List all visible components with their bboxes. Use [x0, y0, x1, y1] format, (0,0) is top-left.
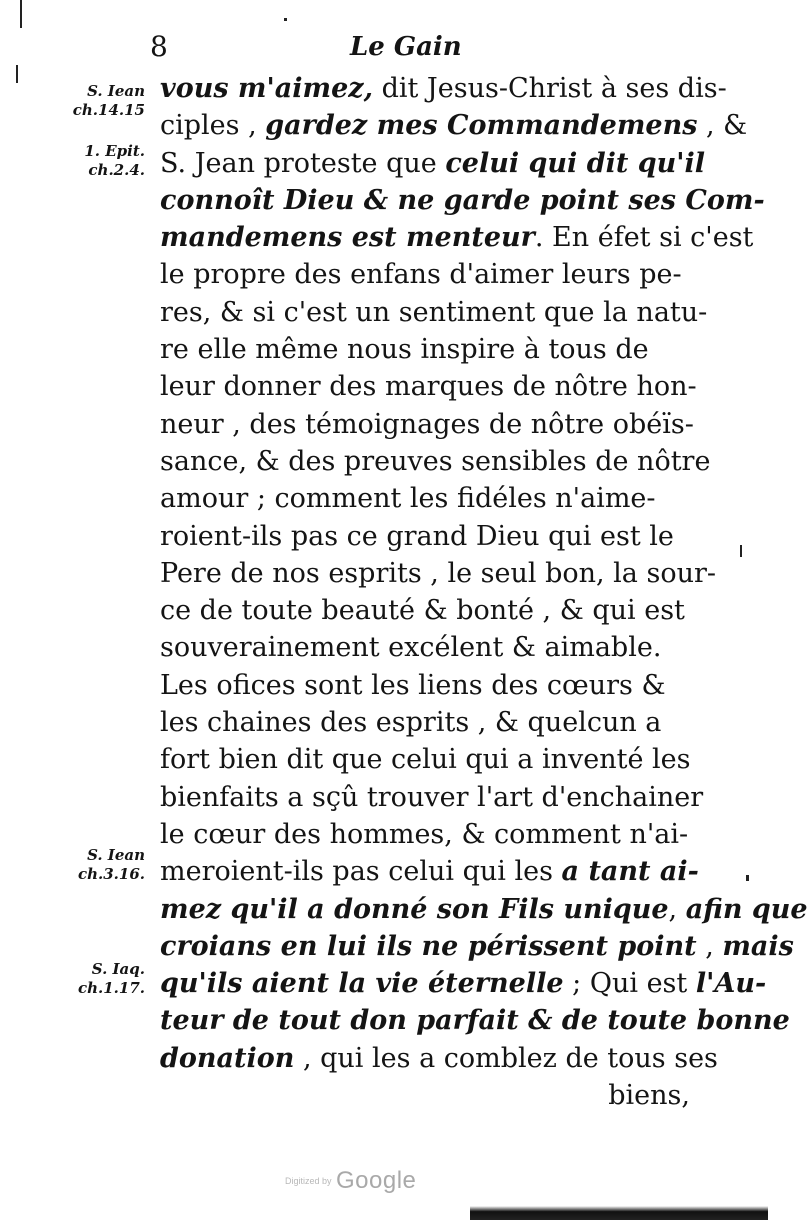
text-run: meroient-ils pas celui qui les	[160, 856, 562, 888]
text-line	[160, 219, 754, 256]
text-line	[160, 667, 690, 704]
text-run: res, & si c'est un sentiment que la natu-	[160, 296, 708, 328]
text-run: amour ; comment les fidéles n'aime-	[160, 483, 656, 515]
digitized-by-label: Digitized by	[285, 1176, 332, 1186]
text-run: Pere de nos esprits , le seul bon, la sour-	[160, 557, 717, 589]
text-run: souverainement excélent & aimable.	[160, 632, 662, 664]
text-line	[160, 294, 708, 331]
italic-quotation: a tant ai-	[561, 856, 699, 888]
ink-speck	[20, 0, 22, 28]
ink-speck	[746, 875, 749, 881]
text-line	[160, 629, 690, 666]
text-run: ; Qui est	[563, 968, 696, 1000]
italic-quotation: mandemens est menteur	[160, 222, 535, 254]
ink-speck	[740, 545, 742, 557]
margin-note: S. Iaq. ch.1.17.	[77, 960, 145, 997]
text-run: . En éfet si c'est	[534, 222, 754, 254]
text-line	[160, 592, 690, 629]
scan-edge-shadow	[470, 1206, 768, 1220]
text-run: , &	[697, 110, 748, 142]
text-line	[160, 406, 694, 443]
text-run: roient-ils pas ce grand Dieu qui est le	[160, 520, 674, 552]
text-line	[160, 928, 794, 965]
ink-speck	[284, 18, 287, 21]
text-line	[160, 518, 690, 555]
text-line	[160, 816, 690, 853]
text-line	[160, 331, 690, 368]
google-logo: Google	[335, 1167, 417, 1194]
text-line	[160, 368, 697, 405]
page-number: 8	[150, 30, 168, 63]
text-line	[160, 1077, 690, 1114]
page-header	[150, 30, 670, 70]
italic-quotation: mez qu'il a donné son Fils unique	[160, 893, 669, 925]
text-line	[160, 1002, 790, 1039]
text-line	[160, 704, 690, 741]
italic-quotation: qu'ils aient la vie éternelle	[160, 968, 564, 1000]
text-run: fort bien dit que celui qui a inventé les	[160, 744, 691, 776]
text-run: le propre des enfans d'aimer leurs pe-	[160, 259, 682, 291]
text-line	[160, 779, 704, 816]
text-line	[160, 891, 808, 928]
italic-quotation: l'Au-	[695, 968, 767, 1000]
text-run: ce de toute beauté & bonté , & qui est	[160, 595, 685, 627]
text-run: , qui les a comblez de tous ses	[294, 1042, 718, 1074]
text-line	[160, 182, 765, 219]
italic-quotation: croians en lui ils ne périssent point	[160, 930, 697, 962]
text-line	[160, 480, 690, 517]
body-text	[160, 70, 808, 1114]
text-run: le cœur des hommes, & comment n'ai-	[160, 818, 689, 850]
text-line	[160, 555, 717, 592]
italic-quotation: teur de tout don parfait & de toute bonne	[160, 1005, 790, 1037]
text-run: S. Jean proteste que	[160, 147, 446, 179]
margin-note: S. Iean ch.14.15	[72, 82, 145, 119]
text-run: les chaines des esprits , & quelcun a	[160, 707, 662, 739]
text-run: ,	[668, 893, 686, 925]
margin-note: 1. Epit. ch.2.4.	[84, 142, 145, 179]
italic-quotation: mais	[722, 930, 794, 962]
text-run: neur , des témoignages de nôtre obéïs-	[160, 408, 694, 440]
text-run: sance, & des preuves sensibles de nôtre	[160, 445, 711, 477]
text-run: ,	[696, 930, 723, 962]
text-line	[160, 853, 699, 890]
italic-quotation: celui qui dit qu'il	[445, 147, 705, 179]
text-run: bienfaits a sçû trouver l'art d'enchainer	[160, 781, 704, 813]
text-line	[160, 107, 748, 144]
margin-note: S. Iean ch.3.16.	[77, 846, 145, 883]
text-line	[160, 70, 727, 107]
ink-speck	[16, 65, 18, 83]
text-run: Les ofices sont les liens des cœurs &	[160, 669, 666, 701]
italic-quotation: vous m'aimez,	[160, 73, 373, 104]
italic-quotation: connoît Dieu & ne garde point ses Com-	[160, 184, 765, 216]
text-run: biens,	[608, 1080, 690, 1112]
text-line	[160, 145, 705, 182]
text-line	[160, 965, 767, 1002]
text-run: leur donner des marques de nôtre hon-	[160, 371, 697, 403]
text-line	[160, 443, 711, 480]
text-run: dit Jesus-Christ à ses dis-	[373, 73, 727, 104]
running-title: Le Gain	[350, 32, 462, 62]
italic-quotation: afin que	[685, 893, 808, 925]
italic-quotation: gardez mes Commandemens	[265, 110, 698, 142]
digitization-watermark	[285, 1167, 485, 1195]
text-line	[160, 1040, 718, 1077]
text-run: re elle même nous inspire à tous de	[160, 334, 649, 366]
text-line	[160, 741, 690, 778]
text-run: ciples ,	[160, 110, 266, 142]
italic-quotation: donation	[160, 1042, 295, 1074]
text-line	[160, 256, 690, 293]
